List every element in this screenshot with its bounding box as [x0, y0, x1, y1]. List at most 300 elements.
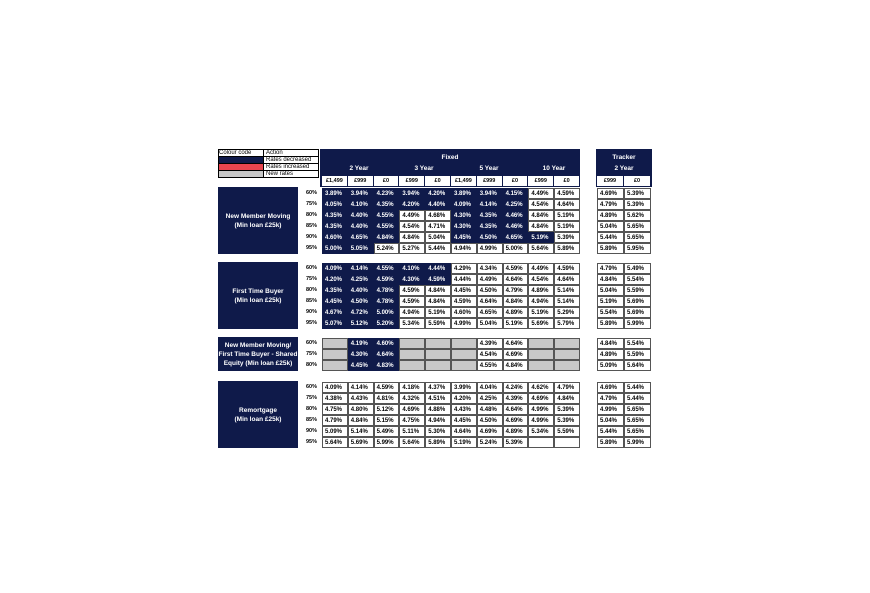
ltv-label: 60%	[305, 265, 317, 271]
ltv-label: 80%	[305, 287, 317, 293]
rate-cell: 5.39%	[554, 232, 580, 243]
rate-cell: 4.75%	[322, 404, 348, 415]
rate-cell: 4.14%	[348, 263, 374, 274]
rate-cell: 4.72%	[348, 307, 374, 318]
rate-cell: 4.20%	[451, 393, 477, 404]
rate-cell: 5.19%	[425, 307, 451, 318]
rate-cell: 4.84%	[399, 232, 425, 243]
rate-cell: 5.05%	[348, 243, 374, 254]
rate-cell: 4.40%	[348, 210, 374, 221]
rate-cell: 4.43%	[451, 404, 477, 415]
tracker-rate-cell: 5.65%	[624, 221, 651, 232]
rate-cell: 5.14%	[554, 296, 580, 307]
legend-label-new: New rates	[264, 171, 319, 178]
fixed-title: Fixed	[441, 154, 459, 161]
rate-cell: 4.25%	[348, 274, 374, 285]
rate-cell: 4.46%	[503, 210, 529, 221]
rate-cell: 4.54%	[528, 199, 554, 210]
rate-cell: 3.94%	[399, 188, 425, 199]
rate-cell	[554, 338, 580, 349]
tracker-rate-cell: 5.69%	[624, 307, 651, 318]
rate-cell: 5.64%	[528, 243, 554, 254]
rate-cell: 4.45%	[451, 285, 477, 296]
rate-cell: 5.00%	[374, 307, 400, 318]
rate-cell: 4.54%	[399, 221, 425, 232]
tracker-rate-cell: 5.39%	[624, 188, 651, 199]
rate-cell: 4.40%	[425, 199, 451, 210]
rate-cell: 4.64%	[451, 426, 477, 437]
colour-legend	[218, 149, 319, 178]
rate-cell: 4.69%	[503, 415, 529, 426]
legend-header-code: Colour code	[219, 150, 264, 157]
ltv-label: 80%	[305, 406, 317, 412]
fee-header: £0	[374, 176, 399, 186]
rate-cell: 4.69%	[399, 404, 425, 415]
rate-cell	[425, 349, 451, 360]
rate-cell	[528, 338, 554, 349]
rate-cell: 4.18%	[399, 382, 425, 393]
legend-label-increased: Rates increased	[264, 164, 319, 171]
section-title: New Member Moving/ First Time Buyer - Shared Equity (Min loan £25k)	[218, 337, 298, 371]
ltv-label: 60%	[305, 384, 317, 390]
rate-cell: 4.20%	[425, 188, 451, 199]
rate-cell: 5.89%	[554, 243, 580, 254]
rate-cell: 4.65%	[477, 307, 503, 318]
rate-cell: 4.79%	[503, 285, 529, 296]
rate-cell: 3.94%	[348, 188, 374, 199]
rate-cell: 4.67%	[322, 307, 348, 318]
rate-cell: 4.68%	[425, 210, 451, 221]
rate-cell: 4.35%	[322, 285, 348, 296]
rate-cell: 4.69%	[477, 426, 503, 437]
tracker-term: 2 Year	[614, 165, 634, 172]
rate-cell	[528, 349, 554, 360]
rate-cell	[399, 338, 425, 349]
rate-cell: 4.49%	[399, 210, 425, 221]
rate-cell	[399, 360, 425, 371]
tracker-rate-cell: 5.65%	[624, 232, 651, 243]
rate-cell: 4.20%	[399, 199, 425, 210]
term-2-year: 2 Year	[349, 165, 369, 172]
rate-cell: 5.09%	[322, 426, 348, 437]
rate-cell: 4.84%	[528, 210, 554, 221]
rate-cell: 5.20%	[374, 318, 400, 329]
rate-cell: 4.15%	[503, 188, 529, 199]
fee-header: £1,499	[451, 176, 476, 186]
ltv-label: 60%	[305, 190, 317, 196]
rate-cell: 4.59%	[399, 285, 425, 296]
tracker-rate-cell: 5.04%	[597, 415, 624, 426]
rate-cell: 4.69%	[528, 393, 554, 404]
rate-cell: 4.45%	[348, 360, 374, 371]
ltv-label: 85%	[305, 223, 317, 229]
ltv-label: 85%	[305, 298, 317, 304]
rate-cell: 5.69%	[528, 318, 554, 329]
rate-cell: 5.00%	[322, 243, 348, 254]
fee-header: £999	[399, 176, 424, 186]
fee-header: £1,499	[322, 176, 347, 186]
rate-cell: 4.84%	[425, 285, 451, 296]
rate-cell: 4.35%	[322, 221, 348, 232]
rate-cell: 4.48%	[477, 404, 503, 415]
rate-cell: 4.84%	[503, 296, 529, 307]
rate-cell: 4.99%	[528, 415, 554, 426]
section-title: Remortgage (Min loan £25k)	[218, 381, 298, 448]
rate-cell	[528, 360, 554, 371]
tracker-rate-cell: 5.69%	[624, 296, 651, 307]
rate-cell: 4.60%	[322, 232, 348, 243]
tracker-rate-cell: 5.89%	[597, 437, 624, 448]
rate-cell: 4.39%	[503, 393, 529, 404]
rate-cell: 4.99%	[477, 243, 503, 254]
rate-cell: 5.04%	[477, 318, 503, 329]
rate-cell: 5.89%	[425, 437, 451, 448]
rate-cell: 4.83%	[374, 360, 400, 371]
term-10-year: 10 Year	[542, 165, 566, 172]
rate-cell: 5.27%	[399, 243, 425, 254]
rate-cell: 4.55%	[374, 210, 400, 221]
rate-cell: 4.09%	[322, 382, 348, 393]
rate-cell: 5.04%	[425, 232, 451, 243]
rate-cell: 4.89%	[503, 426, 529, 437]
rate-cell: 4.84%	[528, 221, 554, 232]
rate-cell: 4.64%	[554, 199, 580, 210]
rate-cell: 4.64%	[554, 274, 580, 285]
rate-cell: 4.78%	[374, 296, 400, 307]
tracker-rate-cell: 4.79%	[597, 393, 624, 404]
ltv-label: 75%	[305, 351, 317, 357]
legend-header-action: Action	[264, 150, 319, 157]
tracker-rate-cell: 4.89%	[597, 210, 624, 221]
rate-cell: 4.55%	[374, 221, 400, 232]
rate-cell: 3.89%	[322, 188, 348, 199]
ltv-label: 90%	[305, 309, 317, 315]
tracker-rate-cell: 4.69%	[597, 188, 624, 199]
tracker-rate-cell: 5.95%	[624, 243, 651, 254]
rate-cell: 4.59%	[451, 296, 477, 307]
rate-cell: 4.45%	[451, 415, 477, 426]
rate-cell	[451, 360, 477, 371]
rate-cell: 4.84%	[554, 393, 580, 404]
rate-cell: 4.37%	[425, 382, 451, 393]
rate-cell: 5.69%	[348, 437, 374, 448]
fee-header: £0	[503, 176, 528, 186]
rate-cell: 5.39%	[554, 415, 580, 426]
rate-cell	[322, 349, 348, 360]
ltv-label: 95%	[305, 245, 317, 251]
rate-cell: 5.07%	[322, 318, 348, 329]
rate-cell: 4.30%	[399, 274, 425, 285]
rate-cell: 4.49%	[528, 188, 554, 199]
tracker-rate-cell: 5.59%	[624, 285, 651, 296]
rate-cell	[554, 437, 580, 448]
rate-cell: 5.14%	[348, 426, 374, 437]
rate-cell: 5.19%	[503, 318, 529, 329]
tracker-rate-cell: 5.54%	[624, 274, 651, 285]
rate-cell: 4.64%	[374, 349, 400, 360]
tracker-fee-header: £999	[597, 176, 623, 186]
rate-cell: 4.30%	[451, 221, 477, 232]
rate-cell: 4.64%	[503, 274, 529, 285]
legend-swatch-increased	[219, 164, 264, 171]
rate-cell: 4.44%	[451, 274, 477, 285]
legend-swatch-decreased	[219, 157, 264, 164]
section-title: New Member Moving (Min loan £25k)	[218, 187, 298, 254]
fee-header: £999	[477, 176, 502, 186]
rate-cell: 4.30%	[451, 210, 477, 221]
rate-cell: 4.25%	[503, 199, 529, 210]
rate-cell: 5.34%	[399, 318, 425, 329]
rate-cell: 4.89%	[503, 307, 529, 318]
rate-cell: 4.24%	[503, 382, 529, 393]
rate-cell: 4.81%	[374, 393, 400, 404]
tracker-title: Tracker	[612, 154, 636, 161]
rate-cell: 3.89%	[451, 188, 477, 199]
rate-cell: 5.14%	[554, 285, 580, 296]
rate-cell: 5.44%	[425, 243, 451, 254]
rate-cell	[322, 360, 348, 371]
rate-cell: 4.89%	[528, 285, 554, 296]
fee-header: £999	[528, 176, 553, 186]
rate-cell: 4.49%	[528, 263, 554, 274]
tracker-rate-cell: 5.04%	[597, 221, 624, 232]
rate-cell: 5.59%	[425, 318, 451, 329]
rate-cell: 4.79%	[554, 382, 580, 393]
rate-cell: 4.59%	[554, 263, 580, 274]
tracker-rate-cell: 5.89%	[597, 318, 624, 329]
tracker-rate-cell: 5.19%	[597, 296, 624, 307]
ltv-label: 95%	[305, 320, 317, 326]
rate-cell: 4.04%	[477, 382, 503, 393]
fee-header: £0	[425, 176, 450, 186]
rate-cell: 3.94%	[477, 188, 503, 199]
legend-label-decreased: Rates decreased	[264, 157, 319, 164]
tracker-rate-cell: 4.89%	[597, 349, 624, 360]
rate-cell: 5.24%	[477, 437, 503, 448]
rate-cell: 5.39%	[503, 437, 529, 448]
rate-cell: 4.09%	[322, 263, 348, 274]
ltv-label: 90%	[305, 428, 317, 434]
rate-cell	[554, 360, 580, 371]
rate-cell: 5.39%	[554, 404, 580, 415]
rate-cell: 5.19%	[451, 437, 477, 448]
rate-cell: 4.79%	[322, 415, 348, 426]
term-5-year: 5 Year	[479, 165, 499, 172]
ltv-label: 90%	[305, 234, 317, 240]
rate-cell	[322, 338, 348, 349]
section-title: First Time Buyer (Min loan £25k)	[218, 262, 298, 329]
rate-cell: 4.78%	[374, 285, 400, 296]
rate-cell: 4.49%	[477, 274, 503, 285]
rate-cell: 4.94%	[528, 296, 554, 307]
rate-cell: 5.34%	[528, 426, 554, 437]
rate-cell: 4.35%	[322, 210, 348, 221]
rate-cell: 5.29%	[554, 307, 580, 318]
rate-cell: 5.79%	[554, 318, 580, 329]
rate-cell: 4.14%	[348, 382, 374, 393]
rate-cell: 4.54%	[477, 349, 503, 360]
rate-cell: 4.64%	[503, 404, 529, 415]
tracker-rate-cell: 5.65%	[624, 426, 651, 437]
term-3-year: 3 Year	[414, 165, 434, 172]
rate-cell: 4.69%	[503, 349, 529, 360]
rate-cell	[451, 338, 477, 349]
ltv-label: 60%	[305, 340, 317, 346]
rate-cell: 4.65%	[503, 232, 529, 243]
rate-cell: 4.59%	[399, 296, 425, 307]
rate-cell: 4.10%	[348, 199, 374, 210]
tracker-rate-cell: 5.65%	[624, 404, 651, 415]
tracker-rate-cell: 5.99%	[624, 318, 651, 329]
rate-cell	[528, 437, 554, 448]
rate-cell: 4.38%	[322, 393, 348, 404]
rate-cell: 4.14%	[477, 199, 503, 210]
tracker-rate-cell: 5.44%	[624, 393, 651, 404]
rate-cell: 4.55%	[477, 360, 503, 371]
tracker-rate-cell: 5.54%	[624, 338, 651, 349]
rate-cell: 4.94%	[451, 243, 477, 254]
rate-cell: 4.88%	[425, 404, 451, 415]
tracker-rate-cell: 5.44%	[624, 382, 651, 393]
rate-cell: 4.64%	[503, 338, 529, 349]
ltv-label: 75%	[305, 395, 317, 401]
rate-cell: 4.19%	[348, 338, 374, 349]
rate-cell: 4.32%	[399, 393, 425, 404]
rate-cell: 4.84%	[348, 415, 374, 426]
rate-cell: 4.35%	[374, 199, 400, 210]
rate-cell: 5.49%	[374, 426, 400, 437]
rate-cell: 4.59%	[425, 274, 451, 285]
rate-cell: 4.55%	[374, 263, 400, 274]
rate-cell: 4.23%	[374, 188, 400, 199]
ltv-label: 85%	[305, 417, 317, 423]
rate-cell: 5.19%	[554, 210, 580, 221]
rate-cell: 5.11%	[399, 426, 425, 437]
rate-cell: 4.54%	[528, 274, 554, 285]
rate-cell: 5.00%	[503, 243, 529, 254]
rate-cell	[554, 349, 580, 360]
rate-cell	[399, 349, 425, 360]
rate-cell: 4.05%	[322, 199, 348, 210]
rate-cell: 4.71%	[425, 221, 451, 232]
tracker-rate-cell: 5.54%	[597, 307, 624, 318]
tracker-rate-cell: 5.59%	[624, 349, 651, 360]
tracker-rate-cell: 5.65%	[624, 415, 651, 426]
rate-cell: 4.59%	[374, 382, 400, 393]
rate-cell: 4.43%	[348, 393, 374, 404]
tracker-rate-cell: 4.69%	[597, 382, 624, 393]
rate-cell: 5.64%	[399, 437, 425, 448]
rate-cell: 4.09%	[451, 199, 477, 210]
rate-cell: 4.50%	[348, 296, 374, 307]
tracker-rate-cell: 5.49%	[624, 263, 651, 274]
tracker-rate-cell: 4.99%	[597, 404, 624, 415]
rate-cell: 5.19%	[528, 307, 554, 318]
tracker-rate-cell: 5.89%	[597, 243, 624, 254]
rate-cell	[425, 360, 451, 371]
rate-cell: 4.34%	[477, 263, 503, 274]
rate-cell: 4.44%	[425, 263, 451, 274]
tracker-fee-header: £0	[624, 176, 650, 186]
rate-cell: 4.39%	[477, 338, 503, 349]
rate-cell: 4.59%	[374, 274, 400, 285]
tracker-rate-cell: 5.09%	[597, 360, 624, 371]
ltv-label: 80%	[305, 212, 317, 218]
rate-cell: 5.19%	[554, 221, 580, 232]
rate-cell: 4.35%	[477, 221, 503, 232]
rate-cell: 4.25%	[477, 393, 503, 404]
rate-cell: 4.60%	[374, 338, 400, 349]
tracker-rate-cell: 4.84%	[597, 274, 624, 285]
rate-cell: 4.59%	[503, 263, 529, 274]
rate-cell: 3.99%	[451, 382, 477, 393]
rate-cell: 5.24%	[374, 243, 400, 254]
rate-cell: 4.60%	[451, 307, 477, 318]
rate-cell: 4.50%	[477, 285, 503, 296]
rate-cell: 4.50%	[477, 232, 503, 243]
ltv-label: 75%	[305, 201, 317, 207]
rate-cell: 4.51%	[425, 393, 451, 404]
ltv-label: 80%	[305, 362, 317, 368]
rate-cell: 4.94%	[399, 307, 425, 318]
tracker-rate-cell: 5.99%	[624, 437, 651, 448]
rate-cell: 4.29%	[451, 263, 477, 274]
rate-cell: 4.75%	[399, 415, 425, 426]
rate-cell: 4.46%	[503, 221, 529, 232]
rate-cell: 4.84%	[503, 360, 529, 371]
ltv-label: 95%	[305, 439, 317, 445]
tracker-rate-cell: 5.04%	[597, 285, 624, 296]
rate-cell: 4.84%	[374, 232, 400, 243]
legend-swatch-new	[219, 171, 264, 178]
rate-cell: 4.59%	[554, 188, 580, 199]
rate-cell: 5.59%	[554, 426, 580, 437]
tracker-rate-cell: 5.39%	[624, 199, 651, 210]
tracker-rate-cell: 5.62%	[624, 210, 651, 221]
rate-cell	[451, 349, 477, 360]
rate-cell: 4.40%	[348, 221, 374, 232]
rate-cell: 4.99%	[528, 404, 554, 415]
rate-cell: 4.45%	[322, 296, 348, 307]
rate-cell: 5.12%	[374, 404, 400, 415]
tracker-rate-cell: 5.44%	[597, 232, 624, 243]
rate-cell	[425, 338, 451, 349]
ltv-label: 75%	[305, 276, 317, 282]
rate-cell: 5.15%	[374, 415, 400, 426]
rate-cell: 4.65%	[348, 232, 374, 243]
rate-cell: 4.10%	[399, 263, 425, 274]
rate-cell: 5.99%	[374, 437, 400, 448]
rate-cell: 4.45%	[451, 232, 477, 243]
tracker-rate-cell: 4.79%	[597, 199, 624, 210]
rate-cell: 4.20%	[322, 274, 348, 285]
tracker-rate-cell: 5.44%	[597, 426, 624, 437]
rate-cell: 4.35%	[477, 210, 503, 221]
rate-cell: 4.64%	[477, 296, 503, 307]
rate-cell: 4.94%	[425, 415, 451, 426]
tracker-rate-cell: 4.79%	[597, 263, 624, 274]
rate-cell: 5.30%	[425, 426, 451, 437]
rate-cell: 4.50%	[477, 415, 503, 426]
rate-cell: 4.30%	[348, 349, 374, 360]
tracker-rate-cell: 4.84%	[597, 338, 624, 349]
fee-header: £0	[554, 176, 579, 186]
rate-cell: 4.84%	[425, 296, 451, 307]
rate-cell: 4.99%	[451, 318, 477, 329]
fee-header: £999	[348, 176, 373, 186]
tracker-rate-cell: 5.64%	[624, 360, 651, 371]
rate-cell: 5.19%	[528, 232, 554, 243]
